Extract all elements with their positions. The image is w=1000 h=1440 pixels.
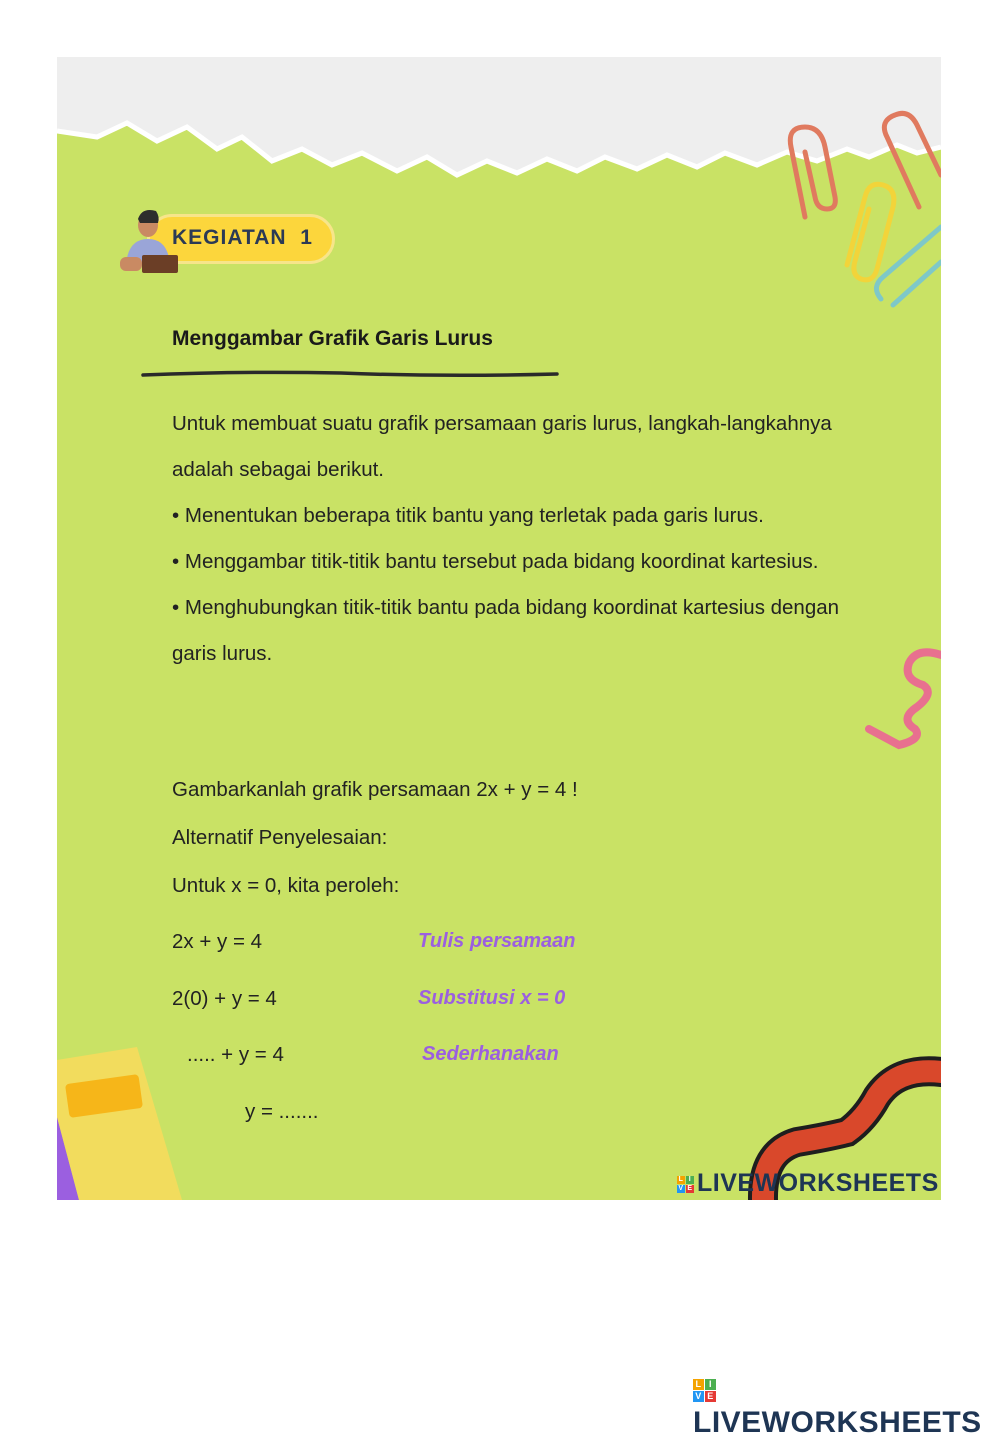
intro-bullet: • Menentukan beberapa titik bantu yang terletak pada garis lurus. — [172, 504, 764, 527]
answer-blank-step[interactable]: y = ....... — [245, 1100, 319, 1123]
title-underline — [141, 369, 561, 381]
page-title: Menggambar Grafik Garis Lurus — [172, 327, 493, 350]
question-text: Gambarkanlah grafik persamaan 2x + y = 4 ! — [172, 778, 578, 801]
step-expression: 2(0) + y = 4 — [172, 987, 277, 1010]
case-line: Untuk x = 0, kita peroleh: — [172, 874, 400, 897]
step-expression: 2x + y = 4 — [172, 930, 263, 953]
liveworksheets-text: LIVEWORKSHEETS — [693, 1406, 982, 1439]
intro-bullet: • Menggambar titik-titik bantu tersebut pada bidang koordinat kartesius. — [172, 550, 819, 573]
liveworksheets-text: LIVEWORKSHEETS — [697, 1169, 939, 1197]
intro-bullet: • Menghubungkan titik-titik bantu pada bidang koordinat kartesius dengan garis lurus. — [172, 596, 840, 665]
intro-paragraph: Untuk membuat suatu grafik persamaan garis lurus, langkah-langkahnya adalah sebagai berikut. — [172, 412, 832, 481]
liveworksheets-logo — [693, 1372, 1000, 1440]
answer-blank-step[interactable]: ..... + y = 4 — [187, 1043, 284, 1066]
step-hint: Tulis persamaan — [418, 930, 576, 952]
solution-label: Alternatif Penyelesaian: — [172, 826, 388, 849]
intro-text — [172, 401, 872, 677]
liveworksheets-logo-icon: L I V E — [693, 1379, 716, 1402]
step-hint: Substitusi x = 0 — [418, 987, 566, 1009]
liveworksheets-logo-icon: L I V E — [678, 1175, 693, 1192]
step-hint: Sederhanakan — [422, 1043, 559, 1065]
activity-label: KEGIATAN 1 — [172, 226, 313, 249]
liveworksheets-logo-inner — [677, 1169, 939, 1198]
worksheet-page — [57, 57, 941, 1200]
